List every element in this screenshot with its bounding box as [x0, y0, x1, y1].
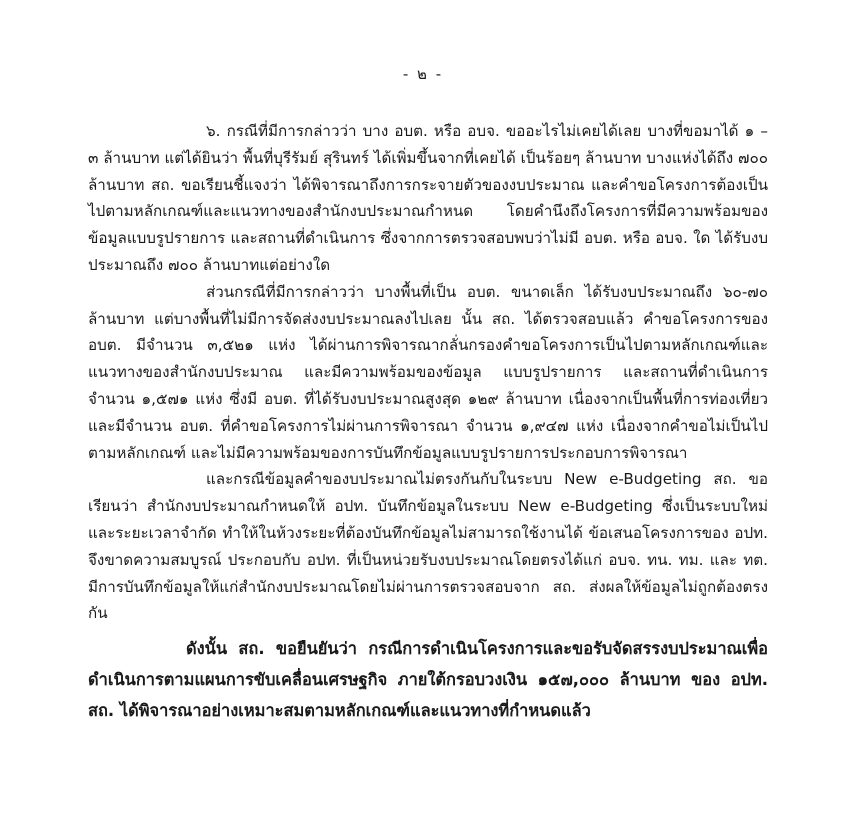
paragraph-small-tao-budget: ส่วนกรณีที่มีการกล่าวว่า บางพื้นที่เป็น อบต. ขนาดเล็ก ได้รับงบประมาณถึง ๖๐-๗๐ ล้านบาท แต่บางพื้นที่ไม่มีการจัดส่งงบประมาณลงไปเลย นั้น สถ. ได้ตรวจสอบแล้ว คำขอโครงการของ อบต. มีจำนวน ๓,๕๒๑ แห่ง ได้ผ่านการพิจารณากลั่นกรองคำขอโครงการเป็นไปตามหลักเกณฑ์และแนวทางของสำนักงบประมาณ และมีความพร้อมของข้อมูล แบบรูปรายการ และสถานที่ดำเนินการ จำนวน ๑,๕๗๑ แห่ง ซึ่งมี อบต. ที่ได้รับงบประมาณสูงสุด ๑๒๙ ล้านบาท เนื่องจากเป็นพื้นที่การท่องเที่ยว และมีจำนวน อบต. ที่คำขอโครงการไม่ผ่านการพิจารณา จำนวน ๑,๙๔๗ แห่ง เนื่องจากคำขอไม่เป็นไปตามหลักเกณฑ์ และไม่มีความพร้อมของการบันทึกข้อมูลแบบรูปรายการประกอบการพิจารณา: [88, 282, 768, 462]
page-number: - ๒ -: [402, 65, 444, 83]
paragraph-new-e-budgeting: และกรณีข้อมูลคำของบประมาณไม่ตรงกันกับในระบบ New e-Budgeting สถ. ขอเรียนว่า สำนักงบประมาณกำหนดให้ อปท. บันทึกข้อมูลในระบบ New e-Budgeting ซึ่งเป็นระบบใหม่และระยะเวลาจำกัด ทำให้ในห้วงระยะที่ต้องบันทึกข้อมูลไม่สามารถใช้งานได้ ข้อเสนอโครงการของ อปท. จึงขาดความสมบูรณ์ ประกอบกับ อปท. ที่เป็นหน่วยรับงบประมาณโดยตรงได้แก่ อบจ. ทน. ทม. และ ทต. มีการบันทึกข้อมูลให้แก่สำนักงบประมาณโดยไม่ผ่านการตรวจสอบจาก สถ. ส่งผลให้ข้อมูลไม่ถูกต้องตรงกัน: [88, 470, 768, 623]
paragraph-item-6: ๖. กรณีที่มีการกล่าวว่า บาง อบต. หรือ อบจ. ขออะไรไม่เคยได้เลย บางที่ขอมาได้ ๑ – ๓ ล้านบาท แต่ได้ยินว่า พื้นที่บุรีรัมย์ สุรินทร์ ได้เพิ่มขึ้นจากที่เคยได้ เป็นร้อยๆ ล้านบาท บางแห่งได้ถึง ๗๐๐ ล้านบาท สถ. ขอเรียนชี้แจงว่า ได้พิจารณาถึงการกระจายตัวของงบประมาณ และคำขอโครงการต้องเป็นไปตามหลักเกณฑ์และแนวทางของสำนักงบประมาณกำหนด โดยคำนึงถึงโครงการที่มีความพร้อมของข้อมูลแบบรูปรายการ และสถานที่ดำเนินการ ซึ่งจากการตรวจสอบพบว่าไม่มี อบต. หรือ อบจ. ใด ได้รับงบประมาณถึง ๗๐๐ ล้านบาทแต่อย่างใด: [88, 122, 768, 274]
conclusion-paragraph: ดังนั้น สถ. ขอยืนยันว่า กรณีการดำเนินโครงการและขอรับจัดสรรงบประมาณเพื่อดำเนินการตามแผนการขับเคลื่อนเศรษฐกิจ ภายใต้กรอบวงเงิน ๑๕๗,๐๐๐ ล้านบาท ของ อปท. สถ. ได้พิจารณาอย่างเหมาะสมตามหลักเกณฑ์และแนวทางที่กำหนดแล้ว: [88, 639, 768, 721]
document-body: [88, 118, 768, 743]
